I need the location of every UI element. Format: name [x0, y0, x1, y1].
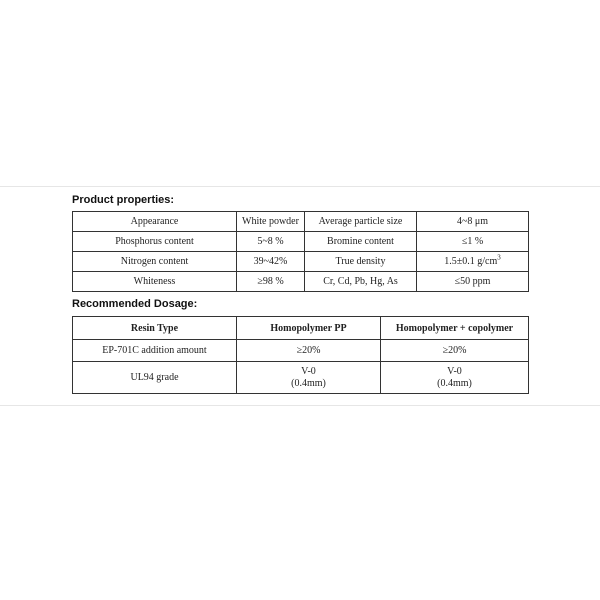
top-divider	[0, 186, 600, 187]
property-name: Nitrogen content	[73, 252, 237, 272]
table-row	[73, 232, 529, 252]
property-name: Cr, Cd, Pb, Hg, As	[305, 272, 417, 292]
table-row	[73, 252, 529, 272]
ul94-thickness-value: (0.4mm)	[291, 377, 326, 389]
recommended-dosage-title: Recommended Dosage:	[72, 298, 198, 310]
bottom-divider	[0, 405, 600, 406]
product-properties-table	[72, 211, 529, 292]
addition-amount-homopolymer-copolymer: ≥20%	[381, 340, 529, 362]
ul94-thickness-value: (0.4mm)	[437, 377, 472, 389]
property-name: Appearance	[73, 212, 237, 232]
property-name: True density	[305, 252, 417, 272]
spec-sheet	[72, 193, 528, 394]
property-value: 39~42%	[237, 252, 305, 272]
density-value: 1.5±0.1 g/cm	[444, 255, 498, 267]
table-row	[73, 212, 529, 232]
property-value: ≥98 %	[237, 272, 305, 292]
property-value: ≤1 %	[417, 232, 529, 252]
density-superscript: 3	[497, 253, 501, 262]
property-name: Average particle size	[305, 212, 417, 232]
property-name: Bromine content	[305, 232, 417, 252]
column-header: Homopolymer PP	[237, 317, 381, 340]
property-value: 5~8 %	[237, 232, 305, 252]
column-header: Homopolymer + copolymer	[381, 317, 529, 340]
addition-amount-label: EP-701C addition amount	[73, 340, 237, 362]
column-header: Resin Type	[73, 317, 237, 340]
ul94-grade-value: V-0	[447, 365, 462, 377]
recommended-dosage-table	[72, 316, 529, 394]
table-header-row	[73, 317, 529, 340]
ul94-homopolymer-pp	[237, 362, 381, 394]
property-value	[417, 252, 529, 272]
table-row	[73, 272, 529, 292]
ul94-grade-value: V-0	[301, 365, 316, 377]
property-value: 4~8 μm	[417, 212, 529, 232]
product-properties-title: Product properties:	[72, 194, 175, 206]
property-name: Phosphorus content	[73, 232, 237, 252]
ul94-homopolymer-copolymer	[381, 362, 529, 394]
property-name: Whiteness	[73, 272, 237, 292]
property-value: White powder	[237, 212, 305, 232]
table-row	[73, 340, 529, 362]
ul94-grade-label: UL94 grade	[73, 362, 237, 394]
property-value: ≤50 ppm	[417, 272, 529, 292]
table-row	[73, 362, 529, 394]
addition-amount-homopolymer-pp: ≥20%	[237, 340, 381, 362]
